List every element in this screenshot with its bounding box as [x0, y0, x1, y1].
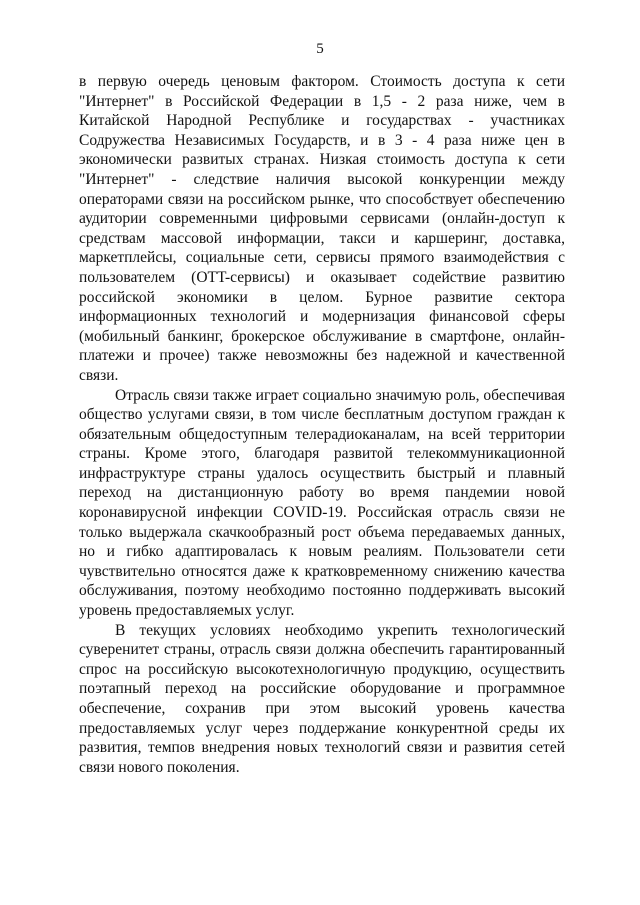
- paragraph-continuation: в первую очередь ценовым фактором. Стоимость доступа к сети "Интернет" в Российской Федерации в 1,5 - 2 раза ниже, чем в Китайской Народной Республике и государствах - участниках Содружества Независимых Государств, и в 3 - 4 раза ниже цен в экономически развитых странах. Низкая стоимость доступа к сети "Интернет" - следствие наличия высокой конкуренции между операторами связи на российском рынке, что способствует обеспечению аудитории современными цифровыми сервисами (онлайн-доступ к средствам массовой информации, такси и каршеринг, доставка, маркетплейсы, социальные сети, сервисы прямого взаимодействия с пользователем (OTT-сервисы) и оказывает содействие развитию российской экономики в целом. Бурное развитие сектора информационных технологий и модернизация финансовой сферы (мобильный банкинг, брокерское обслуживание в смартфоне, онлайн-платежи и прочее) также невозможны без надежной и качественной связи.: [79, 73, 565, 384]
- page-number: 5: [316, 41, 324, 57]
- paragraph-technological-sovereignty: В текущих условиях необходимо укрепить технологический суверенитет страны, отрасль связи должна обеспечить гарантированный спрос на российскую высокотехнологичную продукцию, осуществить поэтапный переход на российские оборудование и программное обеспечение, сохранив при этом высокий уровень качества предоставляемых услуг через поддержание конкурентной среды их развития, темпов внедрения новых технологий связи и развития сетей связи нового поколения.: [79, 621, 565, 776]
- body-text: [79, 72, 565, 777]
- paragraph-social-role: Отрасль связи также играет социально значимую роль, обеспечивая общество услугами связи, в том числе бесплатным доступом граждан к обязательным общедоступным телерадиоканалам, на всей территории страны. Кроме этого, благодаря развитой телекоммуникационной инфраструктуре страны удалось осуществить быстрый и плавный переход на дистанционную работу во время пандемии новой коронавирусной инфекции COVID-19. Российская отрасль связи не только выдержала скачкообразный рост объема передаваемых данных, но и гибко адаптировалась к новым реалиям. Пользователи сети чувствительно относятся даже к кратковременному снижению качества обслуживания, поэтому необходимо постоянно поддерживать высокий уровень предоставляемых услуг.: [79, 386, 565, 620]
